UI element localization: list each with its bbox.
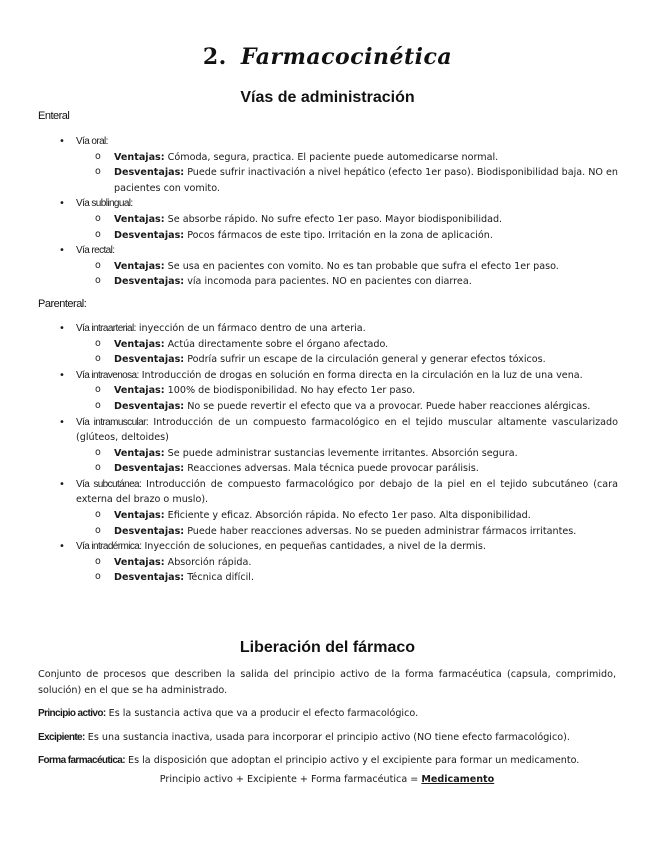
pro-con-text: No se puede revertir el efecto que va a provocar. Puede haber reacciones alérgicas. [184,400,591,412]
pro-con-text: 100% de biodisponibilidad. No hay efecto 1er paso. [164,385,416,397]
pro-con-item [76,461,618,477]
pro-con-text: Se absorbe rápido. No sufre efecto 1er paso. Mayor biodisponibilidad. [164,213,503,225]
liberacion-heading: Liberación del fármaco [239,639,416,656]
pro-con-item [76,508,618,524]
pro-con-text: Absorción rápida. [164,556,252,568]
pro-con-item [76,228,618,244]
pro-con-text: Reacciones adversas. Mala técnica puede provocar parálisis. [184,463,479,475]
route-name: Vía oral: [76,136,108,147]
pro-con-label: Ventajas: [114,556,165,568]
route-item [38,477,618,539]
pro-con-label: Ventajas: [114,213,165,225]
pro-con-item [76,165,618,196]
pro-con-text: Podría sufrir un escape de la circulación general y generar efectos tóxicos. [184,354,546,366]
formula-result: Medicamento [421,773,495,785]
formula-left: Principio activo + Excipiente + Forma farmacéutica = [159,773,422,785]
pro-con-label: Ventajas: [114,338,165,350]
route-item [38,134,618,196]
pro-con-item [76,383,618,399]
pro-con-item [76,399,618,415]
admin-heading: Vías de administración [240,89,415,106]
pro-con-text: Se usa en pacientes con vomito. No es tan probable que sufra el efecto 1er paso. [164,260,559,272]
liberacion-intro: Conjunto de procesos que describen la salida del principio activo de la forma farmacéutica (capsula, comprimido, solución) en el que se ha administrado. [38,669,616,696]
route-subitems [76,212,618,243]
formula-line [38,772,616,788]
pro-con-text: vía incomoda para pacientes. NO en pacientes con diarrea. [184,276,472,288]
route-item [38,196,618,243]
enteral-label: Enteral [38,110,70,122]
pro-con-item [76,555,618,571]
definition-item [38,753,616,769]
pro-con-text: Puede sufrir inactivación a nivel hepático (efecto 1er paso). Biodisponibilidad baja. NO en pacientes con vomito. [114,167,618,194]
definition-item [38,730,616,746]
parenteral-list [38,321,618,586]
route-subitems [76,383,618,414]
route-name: Vía subcutánea: [76,478,142,490]
route-item [38,415,618,477]
pro-con-item [76,212,618,228]
route-description: Introducción de compuesto farmacológico por debajo de la piel en el tejido subcutáneo (cara externa del brazo o muslo). [76,478,618,506]
route-subitems [76,508,618,539]
route-subitems [76,555,618,586]
liberacion-section [38,667,616,788]
pro-con-label: Desventajas: [114,354,185,366]
enteral-list [38,134,618,290]
pro-con-label: Desventajas: [114,463,185,475]
route-name: Vía intraarterial: [76,322,136,334]
definition-term: Excipiente: [38,731,85,743]
pro-con-text: Eficiente y eficaz. Absorción rápida. No efecto 1er paso. Alta disponibilidad. [164,510,531,522]
page-title [0,44,655,70]
pro-con-label: Desventajas: [114,572,185,584]
route-description: Inyección de soluciones, en pequeñas cantidades, a nivel de la dermis. [141,541,486,553]
pro-con-item [76,259,618,275]
pro-con-label: Ventajas: [114,385,165,397]
route-description: inyección de un fármaco dentro de una arteria. [135,322,366,334]
admin-section [38,110,618,586]
definition-item [38,706,616,722]
route-item [38,539,618,586]
definition-term: Principio activo: [38,708,106,720]
parenteral-label: Parenteral: [38,297,87,310]
pro-con-text: Se puede administrar sustancias levemente irritantes. Absorción segura. [164,447,518,459]
pro-con-label: Ventajas: [114,510,165,522]
route-item [38,243,618,290]
route-subitems [76,446,618,477]
definitions-list [38,706,616,769]
pro-con-text: Actúa directamente sobre el órgano afectado. [164,338,389,350]
route-subitems [76,150,618,197]
definition-text: Es la disposición que adoptan el principio activo y el excipiente para formar un medicamento. [124,755,580,767]
route-name: Vía rectal: [76,245,115,257]
title-number: 2. [202,44,227,70]
pro-con-item [76,274,618,290]
route-name: Vía intradérmica: [76,541,142,553]
pro-con-label: Ventajas: [114,260,165,272]
route-name: Vía sublingual: [76,198,133,210]
route-subitems [76,259,618,290]
title-text: Farmacocinética [240,44,453,70]
pro-con-item [76,524,618,540]
pro-con-text: Puede haber reacciones adversas. No se pueden administrar fármacos irritantes. [184,525,577,537]
route-name: Vía intramuscular: [76,416,149,428]
route-name: Vía intravenosa: [76,369,139,381]
pro-con-label: Desventajas: [114,400,185,412]
pro-con-label: Ventajas: [114,447,165,459]
pro-con-label: Ventajas: [114,151,165,163]
pro-con-label: Desventajas: [114,167,185,179]
route-description: Introducción de un compuesto farmacológico en el tejido muscular altamente vascularizado (glúteos, deltoides) [76,416,618,444]
route-subitems [76,337,618,368]
pro-con-item [76,446,618,462]
pro-con-text: Pocos fármacos de este tipo. Irritación en la zona de aplicación. [184,229,493,241]
pro-con-item [76,150,618,166]
pro-con-item [76,570,618,586]
definition-text: Es la sustancia activa que va a producir el efecto farmacológico. [105,708,419,720]
route-item [38,321,618,368]
definition-text: Es una sustancia inactiva, usada para incorporar el principio activo (NO tiene efecto farmacológico). [84,731,570,743]
route-description: Introducción de drogas en solución en forma directa en la circulación en la luz de una vena. [138,369,583,381]
pro-con-text: Técnica difícil. [184,572,254,584]
pro-con-label: Desventajas: [114,229,185,241]
pro-con-text: Cómoda, segura, practica. El paciente puede automedicarse normal. [164,151,499,163]
pro-con-label: Desventajas: [114,525,185,537]
definition-term: Forma farmacéutica: [38,755,125,767]
pro-con-label: Desventajas: [114,276,185,288]
pro-con-item [76,337,618,353]
route-item [38,368,618,415]
pro-con-item [76,352,618,368]
